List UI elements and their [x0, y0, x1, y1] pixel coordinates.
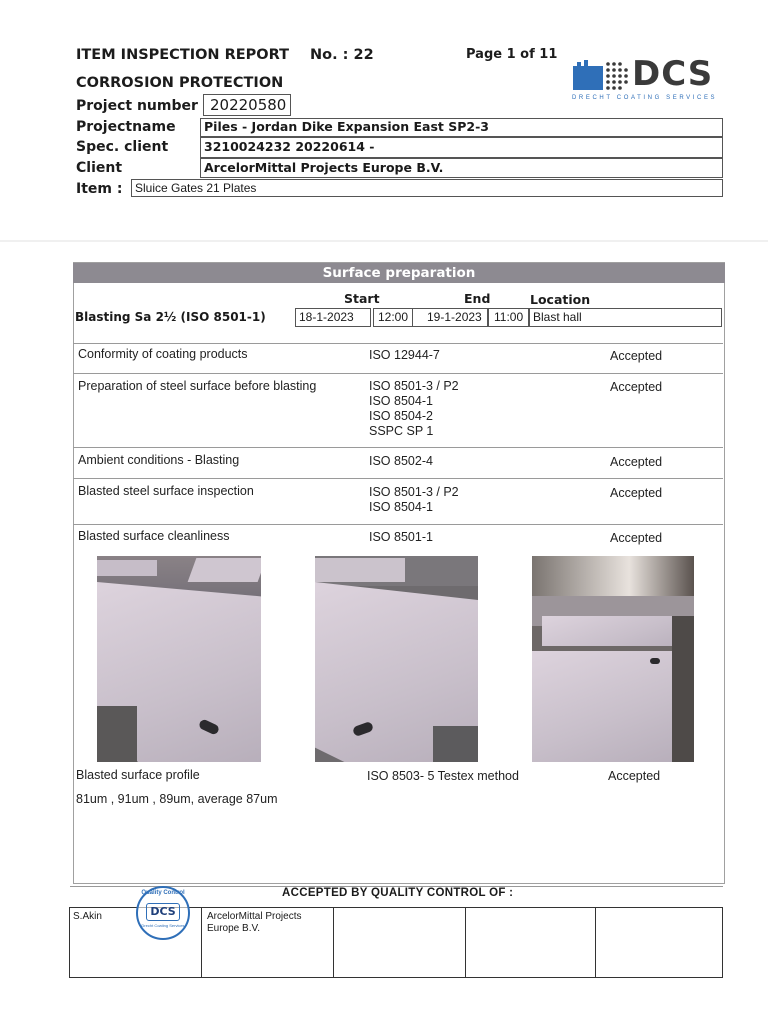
col-end-header: End	[464, 291, 491, 306]
check-standard: ISO 8501-1	[369, 530, 433, 544]
check-standard: ISO 12944-7	[369, 348, 440, 362]
signature-cell-client	[201, 907, 334, 978]
row-divider	[73, 343, 723, 344]
spec-client-value: 3210024232 20220614 -	[200, 137, 723, 158]
blasted-plates-hall-photo	[532, 556, 694, 762]
project-number-label: Project number	[76, 98, 198, 114]
page-separator	[0, 240, 768, 242]
project-name-value: Piles - Jordan Dike Expansion East SP2-3	[200, 118, 723, 137]
signature-cell-4	[465, 907, 596, 978]
check-result: Accepted	[610, 455, 663, 469]
profile-result: Accepted	[608, 769, 661, 783]
logo-text: DCS	[632, 54, 714, 94]
col-start-header: Start	[344, 291, 380, 306]
row-divider	[73, 478, 723, 479]
client-label: Client	[76, 160, 123, 176]
stamp-logo: DCS	[146, 903, 180, 921]
logo-tagline: DRECHT COATING SERVICES	[572, 95, 718, 101]
check-item: Blasted surface cleanliness	[78, 529, 230, 543]
profile-standard: ISO 8503- 5 Testex method	[367, 769, 519, 783]
row-divider	[73, 524, 723, 525]
start-date: 18-1-2023	[295, 308, 371, 327]
end-date: 19-1-2023	[413, 308, 488, 327]
inspector-name: S.Akin	[73, 911, 102, 922]
dcs-logo	[572, 54, 718, 104]
row-divider	[73, 447, 723, 448]
section-title: Surface preparation	[73, 263, 725, 283]
spec-client-label: Spec. client	[76, 139, 169, 155]
report-subtitle: CORROSION PROTECTION	[76, 75, 284, 91]
check-item: Blasted steel surface inspection	[78, 484, 254, 498]
check-result: Accepted	[610, 380, 663, 394]
dcs-quality-stamp-icon	[136, 886, 190, 940]
blasted-plate-photo-2	[315, 556, 478, 762]
start-time: 12:00	[373, 308, 413, 327]
blasting-label: Blasting Sa 2½ (ISO 8501-1)	[75, 310, 266, 324]
item-value: Sluice Gates 21 Plates	[131, 179, 723, 197]
page-indicator: Page 1 of 11	[466, 47, 558, 62]
col-location-header: Location	[530, 292, 591, 307]
check-result: Accepted	[610, 486, 663, 500]
accepted-by-heading: ACCEPTED BY QUALITY CONTROL OF :	[282, 887, 514, 899]
check-item: Preparation of steel surface before blasting	[78, 379, 317, 393]
signature-cell-3	[333, 907, 466, 978]
signature-cell-5	[595, 907, 723, 978]
check-result: Accepted	[610, 349, 663, 363]
project-number-value: 20220580	[203, 94, 291, 116]
client-value: ArcelorMittal Projects Europe B.V.	[200, 158, 723, 178]
blasted-plate-photo-1	[97, 556, 261, 762]
check-item: Conformity of coating products	[78, 347, 248, 361]
profile-item: Blasted surface profile	[76, 768, 200, 782]
report-number: No. : 22	[310, 47, 374, 63]
check-result: Accepted	[610, 531, 663, 545]
end-time: 11:00	[488, 308, 529, 327]
report-title: ITEM INSPECTION REPORT	[76, 47, 290, 63]
check-item: Ambient conditions - Blasting	[78, 453, 240, 467]
location-value: Blast hall	[529, 308, 722, 327]
profile-values: 81um , 91um , 89um, average 87um	[76, 792, 278, 806]
stamp-top-text: Quality Control	[141, 890, 185, 896]
stamp-bottom-text: Drecht Coating Services	[141, 923, 185, 928]
check-standard: ISO 8501-3 / P2 ISO 8504-1 ISO 8504-2 SSPC SP 1	[369, 379, 459, 438]
check-standard: ISO 8502-4	[369, 454, 433, 468]
client-signatory: ArcelorMittal Projects Europe B.V.	[207, 911, 302, 934]
check-standard: ISO 8501-3 / P2 ISO 8504-1	[369, 485, 459, 514]
item-label: Item :	[76, 181, 123, 197]
project-name-label: Projectname	[76, 119, 176, 135]
row-divider	[73, 373, 723, 374]
